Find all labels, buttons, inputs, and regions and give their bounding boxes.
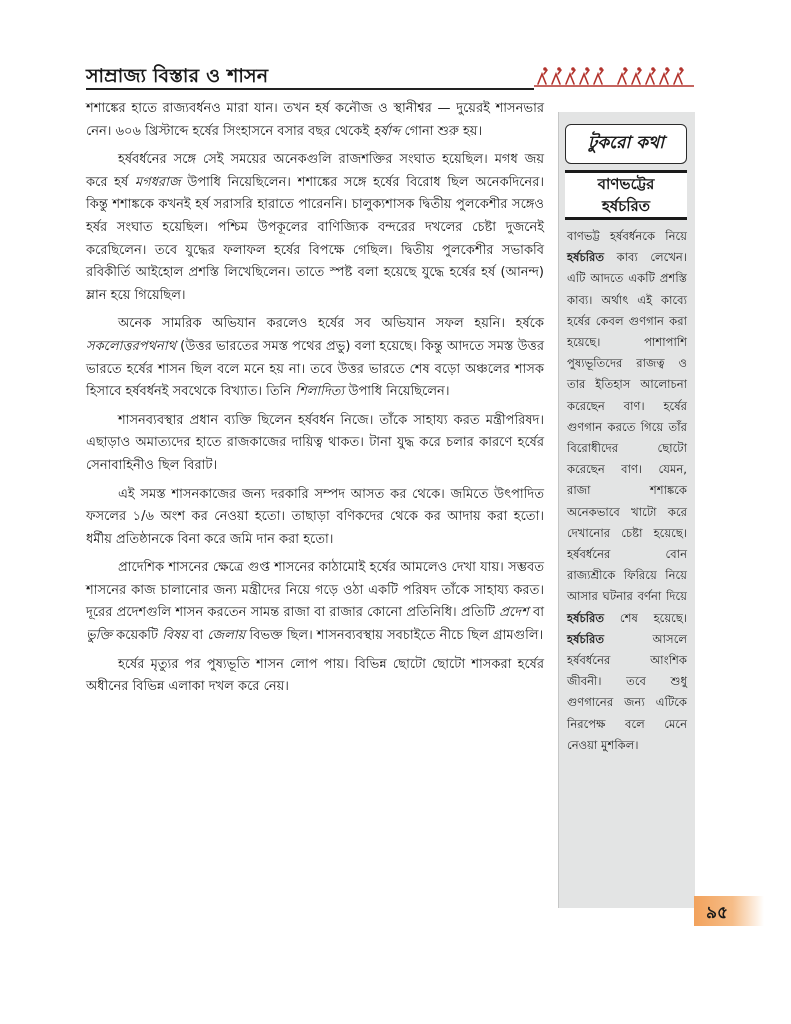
sidebar-heading-box — [565, 170, 687, 220]
header-ornament-icon — [534, 64, 694, 90]
paragraph-1: শশাঙ্কের হাতে রাজ্যবর্ধনও মারা যান। তখন হর্ষ কনৌজ ও স্থানীশ্বর — দুয়েরই শাসনভার নেন। ৬০৬ খ্রিস্টাব্দে হর্ষের সিংহাসনে বসার বছর থেকেই হর্ষাব্দ গোনা শুরু হয়। — [86, 101, 544, 139]
paragraph-5: এই সমস্ত শাসনকাজের জন্য দরকারি সম্পদ আসত কর থেকে। জমিতে উৎপাদিত ফসলের ১/৬ অংশ কর নেওয়া হতো। তাছাড়া বণিকদের থেকে কর আদায় করা হতো। ধর্মীয় প্রতিষ্ঠানকে বিনা করে জমি দান করা হতো। — [86, 486, 544, 547]
page-number: ৯৫ — [706, 903, 729, 923]
main-text — [86, 98, 544, 705]
fraction: ১/৬ — [132, 509, 154, 525]
chapter-title: সাম্রাজ্য বিস্তার ও শাসন — [86, 65, 269, 87]
sidebar-heading-line-2: হর্ষচরিত — [601, 197, 651, 215]
page-header — [86, 56, 706, 96]
paragraph-4: শাসনব্যবস্থার প্রধান ব্যক্তি ছিলেন হর্ষবর্ধন নিজে। তাঁকে সাহায্য করত মন্ত্রীপরিষদ। এছাড়াও অমাত্যদের হাতে রাজকাজের দায়িত্ব থাকত। টানা যুদ্ধ করে চলার কারণে হর্ষের সেনাবাহিনীও ছিল বিরাট। — [86, 412, 544, 473]
paragraph-2: হর্ষবর্ধনের সঙ্গে সেই সময়ের অনেকগুলি রাজশক্তির সংঘাত হয়েছিল। মগধ জয় করে হর্ষ মগধরাজ উপাধি নিয়েছিলেন। শশাঙ্কের সঙ্গে হর্ষের বিরোধ ছিল অনেকদিনের। কিন্তু শশাঙ্ককে কখনই হর্ষ সরাসরি হারাতে পারেননি। চালুক্যশাসক দ্বিতীয় পুলকেশীর সঙ্গেও হর্ষর সংঘাত হয়েছিল। পশ্চিম উপকূলের বাণিজ্যিক বন্দরের দখলের চেষ্টা দুজনেই করেছিলেন। তবে যুদ্ধের ফলাফল হর্ষের বিপক্ষে গেছিল। দ্বিতীয় পুলকেশীর সভাকবি রবিকীর্তি আইহোল প্রশস্তি লিখেছিলেন। তাতে স্পষ্ট বলা হয়েছে যুদ্ধে হর্ষের হর্ষ (আনন্দ) ম্লান হয়ে গিয়েছিল। — [86, 152, 544, 303]
sidebar-heading-line-1: বাণভট্টের — [597, 175, 655, 193]
paragraph-7: হর্ষের মৃত্যুর পর পুষ্যভূতি শাসন লোপ পায়। বিভিন্ন ছোটো ছোটো শাসকরা হর্ষের অধীনের বিভিন্ন এলাকা দখল করে নেয়। — [86, 656, 544, 695]
header-rule — [86, 88, 534, 90]
sidebar-text: বাণভট্ট হর্ষবর্ধনকে নিয়ে হর্ষচরিত কাব্য লেখেন। এটি আদতে একটি প্রশস্তি কাব্য। অর্থাৎ এই কাব্যে হর্ষের কেবল গুণগান করা হয়েছে। পাশাপাশি পুষ্যভূতিদের রাজত্ব ও তার ইতিহাস আলোচনা করেছেন বাণ। হর্ষের গুণগান করতে গিয়ে তাঁর বিরোধীদের ছোটো করেছেন বাণ। যেমন, রাজা শশাঙ্ককে অনেকভাবে খাটো করে দেখানোর চেষ্টা হয়েছে। হর্ষবর্ধনের বোন রাজ্যশ্রীকে ফিরিয়ে নিয়ে আসার ঘটনার বর্ণনা দিয়ে হর্ষচরিত শেষ হয়েছে। হর্ষচরিত আসলে হর্ষবর্ধনের আংশিক জীবনী। তবে শুধু গুণগানের জন্য এটিকে নিরপেক্ষ বলে মেনে নেওয়া মুশকিল। — [567, 229, 687, 752]
sidebar-badge: টুকরো কথা — [565, 124, 687, 164]
page-number-tab — [694, 896, 764, 926]
paragraph-3: অনেক সামরিক অভিযান করলেও হর্ষের সব অভিযান সফল হয়নি। হর্ষকে সকলোত্তরপথনাথ (উত্তর ভারতের সমস্ত পথের প্রভু) বলা হয়েছে। কিন্তু আদতে সমস্ত উত্তর ভারতে হর্ষের শাসন ছিল বলে মনে হয় না। তবে উত্তর ভারতে শেষ বড়ো অঞ্চলের শাসক হিসাবে হর্ষবর্ধনই সবথেকে বিখ্যাত। তিনি শিলাদিত্য উপাধি নিয়েছিলেন। — [86, 316, 544, 400]
sidebar-box — [558, 112, 695, 908]
paragraph-6: প্রাদেশিক শাসনের ক্ষেত্রে গুপ্ত শাসনের কাঠামোই হর্ষের আমলেও দেখা যায়। সম্ভবত শাসনের কাজ চালানোর জন্য মন্ত্রীদের নিয়ে গড়ে ওঠা একটি পরিষদ তাঁকে সাহায্য করত। দূরের প্রদেশগুলি শাসন করতেন সামন্ত রাজা বা রাজার কোনো প্রতিনিধি। প্রতিটি প্রদেশ বা ভুক্তি কয়েকটি বিষয় বা জেলায় বিভক্ত ছিল। শাসনব্যবস্থায় সবচাইতে নীচে ছিল গ্রামগুলি। — [86, 560, 544, 644]
